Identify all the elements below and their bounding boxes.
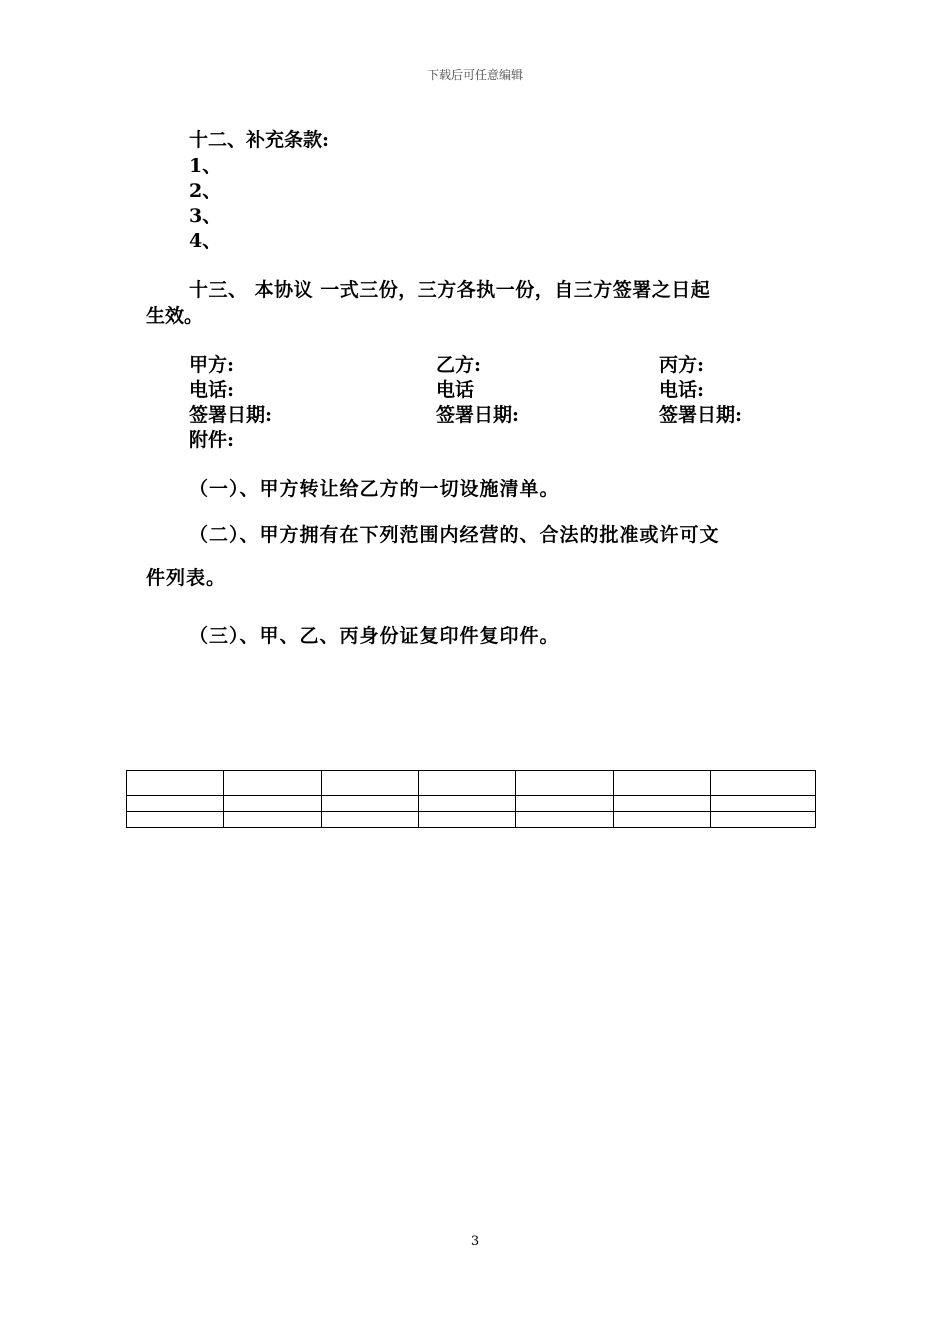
section-12-item-4: 4、 (189, 230, 222, 252)
attachment-item-3: （三）、甲、乙、丙身份证复印件复印件。 (189, 625, 560, 647)
party-b-phone: 电话 (436, 379, 475, 401)
attachment-item-1: （一）、甲方转让给乙方的一切设施清单。 (189, 478, 560, 500)
section-12-item-2: 2、 (189, 180, 222, 202)
section-13-line-1: 十三、 本协议 一式三份，三方各执一份，自三方签署之日起 (189, 279, 711, 301)
party-c-phone: 电话: (659, 379, 705, 401)
table-cell (516, 796, 613, 812)
table-cell (127, 771, 224, 796)
table-row (127, 771, 816, 796)
empty-table (126, 770, 816, 828)
table-cell (613, 771, 710, 796)
table-cell (224, 796, 321, 812)
party-b-date: 签署日期: (436, 404, 520, 426)
party-b-name: 乙方: (436, 354, 482, 376)
party-a-phone: 电话: (189, 379, 235, 401)
table-cell (711, 771, 816, 796)
table-cell (127, 812, 224, 828)
party-c-date: 签署日期: (659, 404, 743, 426)
table-cell (224, 812, 321, 828)
table-cell (321, 771, 418, 796)
page-header: 下载后可任意编辑 (426, 68, 523, 82)
table-cell (711, 796, 816, 812)
page-number: 3 (470, 1234, 480, 1249)
attachments-label: 附件: (189, 429, 235, 451)
table-cell (321, 796, 418, 812)
attachment-item-2-line-2: 件列表。 (146, 567, 227, 589)
table-cell (516, 812, 613, 828)
table-row (127, 796, 816, 812)
table-cell (418, 812, 515, 828)
attachment-item-2-line-1: （二）、甲方拥有在下列范围内经营的、合法的批准或许可文 (189, 524, 720, 546)
section-13-line-2: 生效。 (146, 305, 204, 327)
table-cell (127, 796, 224, 812)
table-cell (321, 812, 418, 828)
section-12-item-3: 3、 (189, 205, 222, 227)
section-12-title: 十二、补充条款: (189, 129, 330, 151)
party-a-date: 签署日期: (189, 404, 273, 426)
table-cell (613, 812, 710, 828)
table-cell (613, 796, 710, 812)
party-c-name: 丙方: (659, 354, 705, 376)
table-row (127, 812, 816, 828)
section-12-item-1: 1、 (189, 155, 222, 177)
party-a-name: 甲方: (189, 354, 235, 376)
table-cell (224, 771, 321, 796)
table-cell (418, 771, 515, 796)
table-cell (516, 771, 613, 796)
table-cell (711, 812, 816, 828)
table-cell (418, 796, 515, 812)
